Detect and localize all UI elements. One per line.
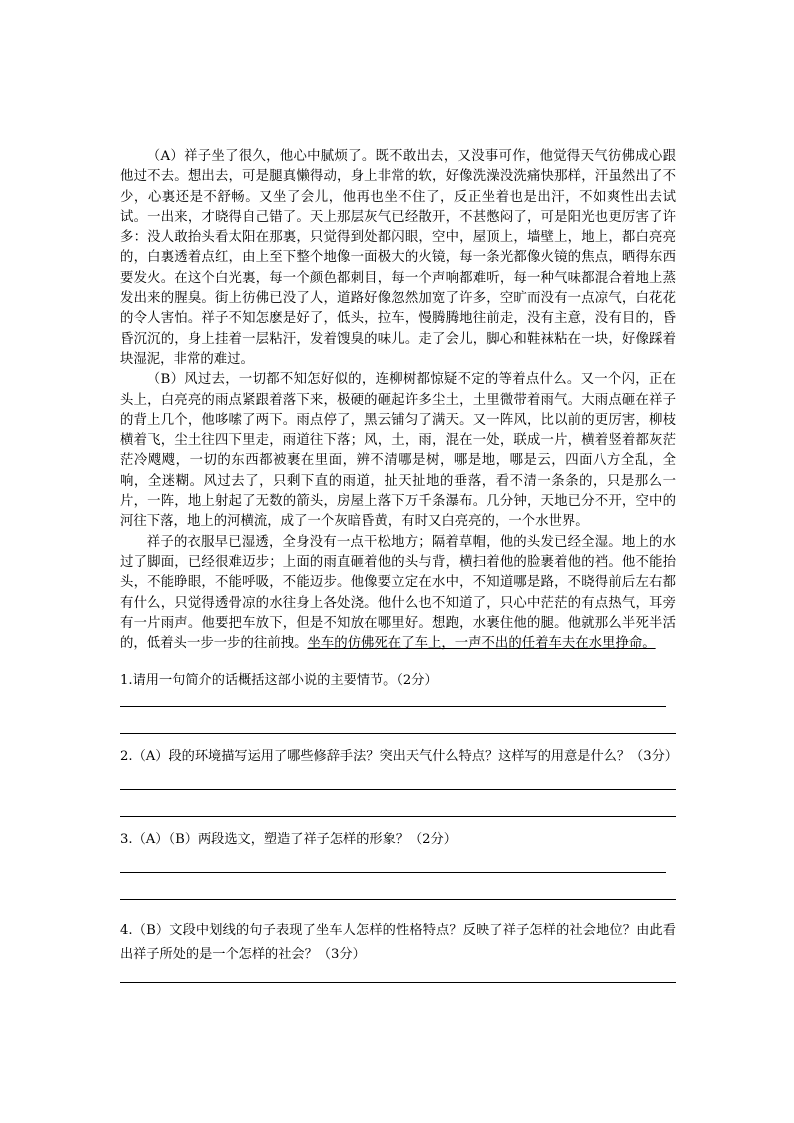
question-2: 2.（A）段的环境描写运用了哪些修辞手法？突出天气什么特点？这样写的用意是什么？（3分） [120, 749, 678, 765]
paragraph-a: （A）祥子坐了很久，他心中腻烦了。既不敢出去，又没事可作，他觉得天气彷佛成心跟他过不去。想出去，可是腿真懒得动，身上非常的软，好像洗澡没洗痛快那样，汗虽然出了不少，心裏还是不舒畅。又坐了会儿，他再也坐不住了，反正坐着也是出汗，不如爽性出去试试。一出来，才晓得自己错了。天上那层灰气已经散开，不甚憋闷了，可是阳光也更厉害了许多：没人敢抬头看太阳在那裏，只觉得到处都闪眼，空中，屋顶上，墙壁上，地上，都白亮亮的，白裏透着点红，由上至下整个地像一面极大的火镜，每一条光都像火镜的焦点，晒得东西要发火。在这个白光裏，每一个颜色都刺目，每一个声响都难听，每一种气味都混合着地上蒸发出来的腥臭。街上彷佛已没了人，道路好像忽然加宽了许多，空旷而没有一点凉气，白花花的令人害怕。祥子不知怎麽是好了，低头，拉车，慢腾腾地往前走，没有主意，没有目的，昏昏沉沉的，身上挂着一层粘汗，发着馊臭的味儿。走了会儿，脚心和鞋袜粘在一块，好像踩着块湿泥，非常的难过。 [120, 149, 676, 367]
document-body [120, 147, 676, 983]
question-4: 4.（B）文段中划线的句子表现了坐车人怎样的性格特点？反映了祥子怎样的社会地位？由此看出祥子所处的是一个怎样的社会？（3分） [120, 923, 676, 963]
answer-line[interactable] [120, 706, 666, 707]
paragraph-c-text: 祥子的衣服早已湿透，全身没有一点干松地方；隔着草帽，他的头发已经全湿。地上的水过了脚面，已经很难迈步；上面的雨直砸着他的头与背，横扫着他的脸裹着他的裆。他不能抬头，不能睁眼，不能呼吸，不能迈步。他像要立定在水中，不知道哪是路，不晓得前后左右都有什么，只觉得透骨凉的水往身上各处浇。他什么也不知道了，只心中茫茫的有点热气，耳旁有一片雨声。他要把车放下，但是不知放在哪里好。想跑，水裹住他的腿。他就那么半死半活的，低着头一步一步的往前拽。 [120, 534, 676, 652]
paragraph-c [120, 533, 676, 655]
answer-line[interactable] [120, 982, 676, 983]
underlined-sentence: 坐车的仿佛死在了车上，一声不出的任着车夫在水里挣命。 [307, 636, 656, 652]
question-3: 3.（A）（B）两段选文，塑造了祥子怎样的形象？（2分） [120, 832, 457, 848]
paragraph-b: （B）风过去，一切都不知怎好似的，连柳树都惊疑不定的等着点什么。又一个闪，正在头上，白亮亮的雨点紧跟着落下来，极硬的砸起许多尘土，土里微带着雨气。大雨点砸在祥子的背上几个，他哆嗦了两下。雨点停了，黑云铺匀了满天。又一阵风，比以前的更厉害，柳枝横着飞，尘土往四下里走，雨道往下落；风，土，雨，混在一处，联成一片，横着竖着都灰茫茫冷飕飕，一切的东西都被裹在里面，辨不清哪是树，哪是地，哪是云，四面八方全乱，全响，全迷糊。风过去了，只剩下直的雨道，扯天扯地的垂落，看不清一条条的，只是那么一片，一阵，地上射起了无数的箭头，房屋上落下万千条瀑布。几分钟，天地已分不开，空中的河往下落，地上的河横流，成了一个灰暗昏黄，有时又白亮亮的，一个水世界。 [120, 372, 676, 530]
answer-line[interactable] [120, 872, 666, 873]
answer-line[interactable] [120, 789, 676, 790]
question-1: 1.请用一句简介的话概括这部小说的主要情节。（2分） [120, 673, 438, 689]
